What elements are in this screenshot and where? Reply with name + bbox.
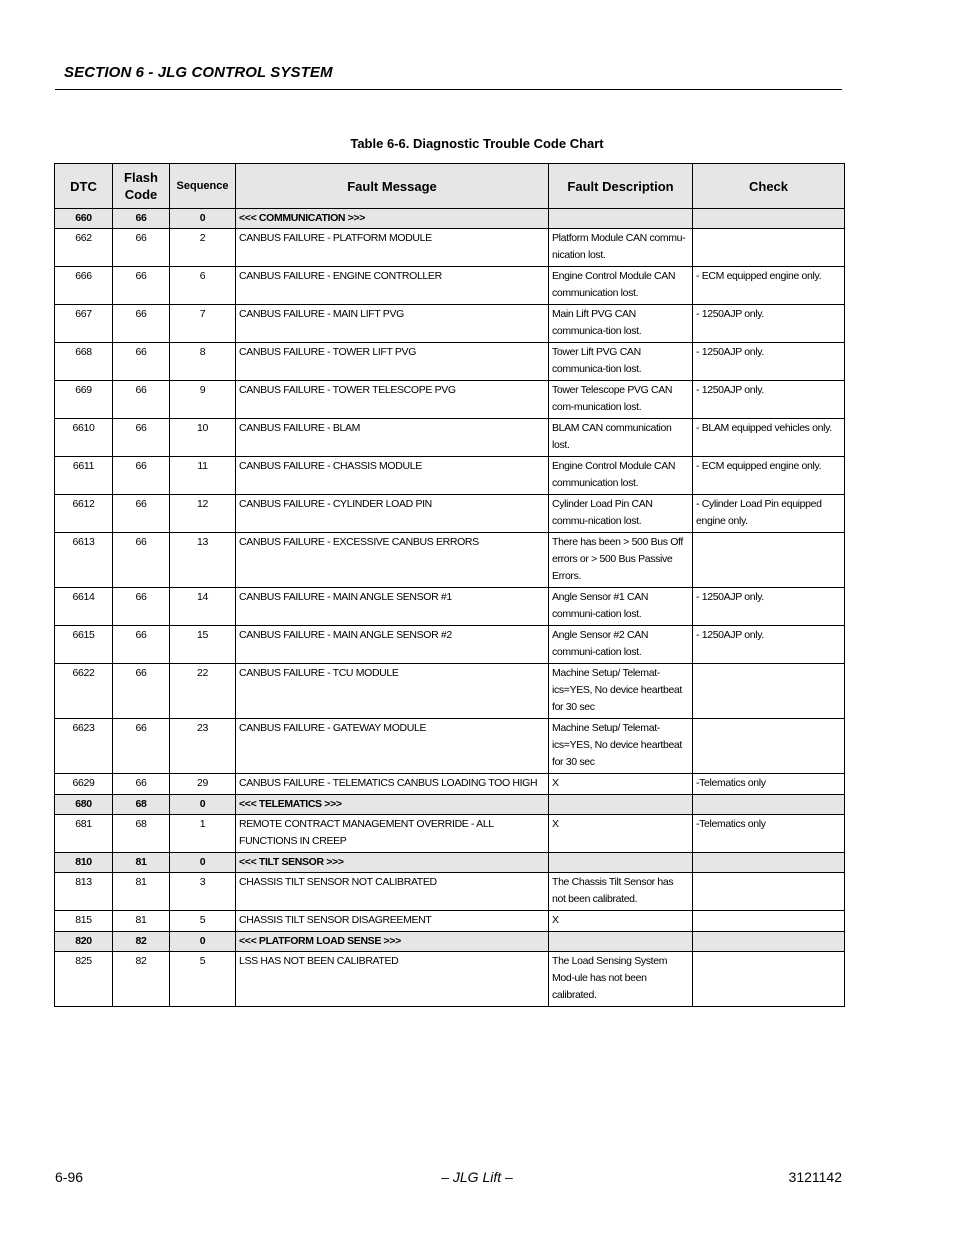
dtc-cell: 815 bbox=[55, 911, 113, 932]
fault-message-cell: REMOTE CONTRACT MANAGEMENT OVERRIDE - ALL FUNCTIONS IN CREEP bbox=[236, 815, 549, 853]
check-cell bbox=[693, 229, 845, 267]
flash-code-cell: 66 bbox=[113, 229, 170, 267]
table-row bbox=[55, 305, 845, 343]
check-cell bbox=[693, 853, 845, 873]
flash-code-cell: 66 bbox=[113, 664, 170, 719]
sequence-cell: 0 bbox=[170, 932, 236, 952]
check-cell: - Cylinder Load Pin equipped engine only. bbox=[693, 495, 845, 533]
table-row bbox=[55, 774, 845, 795]
sequence-cell: 7 bbox=[170, 305, 236, 343]
sequence-cell: 9 bbox=[170, 381, 236, 419]
fault-description-cell: Main Lift PVG CAN communica-tion lost. bbox=[549, 305, 693, 343]
dtc-cell: 6629 bbox=[55, 774, 113, 795]
dtc-cell: 6611 bbox=[55, 457, 113, 495]
table-row bbox=[55, 588, 845, 626]
sequence-cell: 1 bbox=[170, 815, 236, 853]
page-number: 6-96 bbox=[55, 1169, 84, 1185]
check-cell: - 1250AJP only. bbox=[693, 343, 845, 381]
fault-description-cell bbox=[549, 795, 693, 815]
dtc-cell: 6622 bbox=[55, 664, 113, 719]
sequence-cell: 13 bbox=[170, 533, 236, 588]
sequence-cell: 0 bbox=[170, 853, 236, 873]
dtc-cell: 6612 bbox=[55, 495, 113, 533]
group-header-row bbox=[55, 795, 845, 815]
fault-message-cell: CANBUS FAILURE - PLATFORM MODULE bbox=[236, 229, 549, 267]
column-header-fault-description: Fault Description bbox=[549, 164, 693, 209]
flash-code-cell: 81 bbox=[113, 911, 170, 932]
dtc-cell: 669 bbox=[55, 381, 113, 419]
flash-code-cell: 66 bbox=[113, 381, 170, 419]
table-row bbox=[55, 457, 845, 495]
dtc-cell: 6614 bbox=[55, 588, 113, 626]
footer-title: – JLG Lift – bbox=[441, 1169, 513, 1185]
check-cell bbox=[693, 932, 845, 952]
table-row bbox=[55, 419, 845, 457]
flash-code-cell: 68 bbox=[113, 815, 170, 853]
flash-code-cell: 66 bbox=[113, 533, 170, 588]
section-title: SECTION 6 - JLG CONTROL SYSTEM bbox=[64, 64, 333, 81]
column-header-fault-message: Fault Message bbox=[236, 164, 549, 209]
fault-description-cell: Engine Control Module CAN communication lost. bbox=[549, 267, 693, 305]
dtc-cell: 6610 bbox=[55, 419, 113, 457]
flash-code-cell: 66 bbox=[113, 267, 170, 305]
fault-message-cell: CHASSIS TILT SENSOR NOT CALIBRATED bbox=[236, 873, 549, 911]
check-cell: - 1250AJP only. bbox=[693, 305, 845, 343]
table-row bbox=[55, 381, 845, 419]
fault-message-cell: LSS HAS NOT BEEN CALIBRATED bbox=[236, 952, 549, 1007]
dtc-cell: 810 bbox=[55, 853, 113, 873]
fault-message-cell: CANBUS FAILURE - TOWER LIFT PVG bbox=[236, 343, 549, 381]
fault-description-cell: The Load Sensing System Mod-ule has not been calibrated. bbox=[549, 952, 693, 1007]
fault-message-cell: CANBUS FAILURE - CHASSIS MODULE bbox=[236, 457, 549, 495]
sequence-cell: 0 bbox=[170, 795, 236, 815]
sequence-cell: 23 bbox=[170, 719, 236, 774]
sequence-cell: 22 bbox=[170, 664, 236, 719]
flash-code-cell: 66 bbox=[113, 305, 170, 343]
sequence-cell: 11 bbox=[170, 457, 236, 495]
fault-description-cell: X bbox=[549, 815, 693, 853]
flash-code-cell: 81 bbox=[113, 853, 170, 873]
dtc-cell: 681 bbox=[55, 815, 113, 853]
flash-code-cell: 66 bbox=[113, 495, 170, 533]
check-cell: -Telematics only bbox=[693, 815, 845, 853]
fault-description-cell: Tower Lift PVG CAN communica-tion lost. bbox=[549, 343, 693, 381]
group-header-row bbox=[55, 209, 845, 229]
dtc-cell: 6615 bbox=[55, 626, 113, 664]
dtc-table bbox=[54, 163, 845, 1007]
check-cell bbox=[693, 664, 845, 719]
check-cell: - 1250AJP only. bbox=[693, 588, 845, 626]
flash-code-cell: 81 bbox=[113, 873, 170, 911]
flash-code-cell: 82 bbox=[113, 932, 170, 952]
sequence-cell: 3 bbox=[170, 873, 236, 911]
check-cell bbox=[693, 533, 845, 588]
table-row bbox=[55, 533, 845, 588]
column-header-check: Check bbox=[693, 164, 845, 209]
check-cell: - 1250AJP only. bbox=[693, 381, 845, 419]
flash-code-cell: 66 bbox=[113, 588, 170, 626]
check-cell: - 1250AJP only. bbox=[693, 626, 845, 664]
dtc-cell: 666 bbox=[55, 267, 113, 305]
sequence-cell: 12 bbox=[170, 495, 236, 533]
sequence-cell: 15 bbox=[170, 626, 236, 664]
fault-message-cell: CANBUS FAILURE - BLAM bbox=[236, 419, 549, 457]
fault-description-cell bbox=[549, 932, 693, 952]
fault-description-cell: Platform Module CAN commu-nication lost. bbox=[549, 229, 693, 267]
fault-description-cell: There has been > 500 Bus Off errors or > 500 Bus Passive Errors. bbox=[549, 533, 693, 588]
sequence-cell: 0 bbox=[170, 209, 236, 229]
table-row bbox=[55, 267, 845, 305]
dtc-cell: 668 bbox=[55, 343, 113, 381]
fault-message-cell: CANBUS FAILURE - GATEWAY MODULE bbox=[236, 719, 549, 774]
table-row bbox=[55, 911, 845, 932]
flash-code-cell: 66 bbox=[113, 457, 170, 495]
fault-description-cell: Machine Setup/ Telemat-ics=YES, No device heartbeat for 30 sec bbox=[549, 719, 693, 774]
check-cell: -Telematics only bbox=[693, 774, 845, 795]
header-divider bbox=[55, 89, 842, 90]
table-row bbox=[55, 229, 845, 267]
column-header-sequence: Sequence bbox=[170, 164, 236, 209]
fault-message-cell: CANBUS FAILURE - TOWER TELESCOPE PVG bbox=[236, 381, 549, 419]
fault-message-cell: CANBUS FAILURE - CYLINDER LOAD PIN bbox=[236, 495, 549, 533]
fault-description-cell bbox=[549, 853, 693, 873]
table-row bbox=[55, 495, 845, 533]
table-row bbox=[55, 664, 845, 719]
fault-description-cell: BLAM CAN communication lost. bbox=[549, 419, 693, 457]
check-cell: - BLAM equipped vehicles only. bbox=[693, 419, 845, 457]
flash-code-cell: 82 bbox=[113, 952, 170, 1007]
check-cell bbox=[693, 795, 845, 815]
table-title: Table 6-6. Diagnostic Trouble Code Chart bbox=[350, 136, 604, 151]
flash-code-cell: 66 bbox=[113, 774, 170, 795]
table-row bbox=[55, 815, 845, 853]
dtc-cell: 813 bbox=[55, 873, 113, 911]
table-header-row bbox=[55, 164, 845, 209]
check-cell bbox=[693, 719, 845, 774]
fault-message-cell: <<< PLATFORM LOAD SENSE >>> bbox=[236, 932, 549, 952]
table-row bbox=[55, 873, 845, 911]
fault-message-cell: <<< TELEMATICS >>> bbox=[236, 795, 549, 815]
fault-description-cell: X bbox=[549, 911, 693, 932]
sequence-cell: 29 bbox=[170, 774, 236, 795]
flash-code-cell: 66 bbox=[113, 719, 170, 774]
dtc-cell: 825 bbox=[55, 952, 113, 1007]
sequence-cell: 10 bbox=[170, 419, 236, 457]
table-row bbox=[55, 719, 845, 774]
fault-message-cell: CANBUS FAILURE - MAIN LIFT PVG bbox=[236, 305, 549, 343]
sequence-cell: 2 bbox=[170, 229, 236, 267]
fault-message-cell: CANBUS FAILURE - MAIN ANGLE SENSOR #1 bbox=[236, 588, 549, 626]
fault-message-cell: CANBUS FAILURE - ENGINE CONTROLLER bbox=[236, 267, 549, 305]
sequence-cell: 5 bbox=[170, 952, 236, 1007]
flash-code-cell: 66 bbox=[113, 343, 170, 381]
fault-message-cell: <<< COMMUNICATION >>> bbox=[236, 209, 549, 229]
fault-description-cell: X bbox=[549, 774, 693, 795]
fault-message-cell: CANBUS FAILURE - TELEMATICS CANBUS LOADING TOO HIGH bbox=[236, 774, 549, 795]
sequence-cell: 5 bbox=[170, 911, 236, 932]
fault-description-cell: Angle Sensor #1 CAN communi-cation lost. bbox=[549, 588, 693, 626]
fault-description-cell: Machine Setup/ Telemat-ics=YES, No device heartbeat for 30 sec bbox=[549, 664, 693, 719]
fault-description-cell: The Chassis Tilt Sensor has not been calibrated. bbox=[549, 873, 693, 911]
check-cell bbox=[693, 873, 845, 911]
fault-message-cell: CANBUS FAILURE - EXCESSIVE CANBUS ERRORS bbox=[236, 533, 549, 588]
check-cell: - ECM equipped engine only. bbox=[693, 457, 845, 495]
fault-description-cell: Engine Control Module CAN communication lost. bbox=[549, 457, 693, 495]
check-cell: - ECM equipped engine only. bbox=[693, 267, 845, 305]
fault-description-cell: Cylinder Load Pin CAN commu-nication lost. bbox=[549, 495, 693, 533]
document-number: 3121142 bbox=[788, 1169, 842, 1185]
group-header-row bbox=[55, 853, 845, 873]
flash-code-cell: 68 bbox=[113, 795, 170, 815]
flash-code-cell: 66 bbox=[113, 626, 170, 664]
flash-code-cell: 66 bbox=[113, 419, 170, 457]
table-row bbox=[55, 626, 845, 664]
dtc-cell: 667 bbox=[55, 305, 113, 343]
group-header-row bbox=[55, 932, 845, 952]
dtc-cell: 680 bbox=[55, 795, 113, 815]
sequence-cell: 14 bbox=[170, 588, 236, 626]
table-row bbox=[55, 952, 845, 1007]
check-cell bbox=[693, 209, 845, 229]
fault-description-cell: Angle Sensor #2 CAN communi-cation lost. bbox=[549, 626, 693, 664]
fault-message-cell: CANBUS FAILURE - TCU MODULE bbox=[236, 664, 549, 719]
fault-message-cell: <<< TILT SENSOR >>> bbox=[236, 853, 549, 873]
table-body bbox=[55, 209, 845, 1007]
dtc-cell: 820 bbox=[55, 932, 113, 952]
flash-code-cell: 66 bbox=[113, 209, 170, 229]
sequence-cell: 8 bbox=[170, 343, 236, 381]
fault-description-cell: Tower Telescope PVG CAN com-munication lost. bbox=[549, 381, 693, 419]
table-row bbox=[55, 343, 845, 381]
dtc-cell: 6623 bbox=[55, 719, 113, 774]
check-cell bbox=[693, 911, 845, 932]
fault-message-cell: CHASSIS TILT SENSOR DISAGREEMENT bbox=[236, 911, 549, 932]
dtc-cell: 660 bbox=[55, 209, 113, 229]
dtc-cell: 662 bbox=[55, 229, 113, 267]
fault-message-cell: CANBUS FAILURE - MAIN ANGLE SENSOR #2 bbox=[236, 626, 549, 664]
dtc-cell: 6613 bbox=[55, 533, 113, 588]
column-header-dtc: DTC bbox=[55, 164, 113, 209]
sequence-cell: 6 bbox=[170, 267, 236, 305]
column-header-flash-code: Flash Code bbox=[113, 164, 170, 209]
check-cell bbox=[693, 952, 845, 1007]
fault-description-cell bbox=[549, 209, 693, 229]
